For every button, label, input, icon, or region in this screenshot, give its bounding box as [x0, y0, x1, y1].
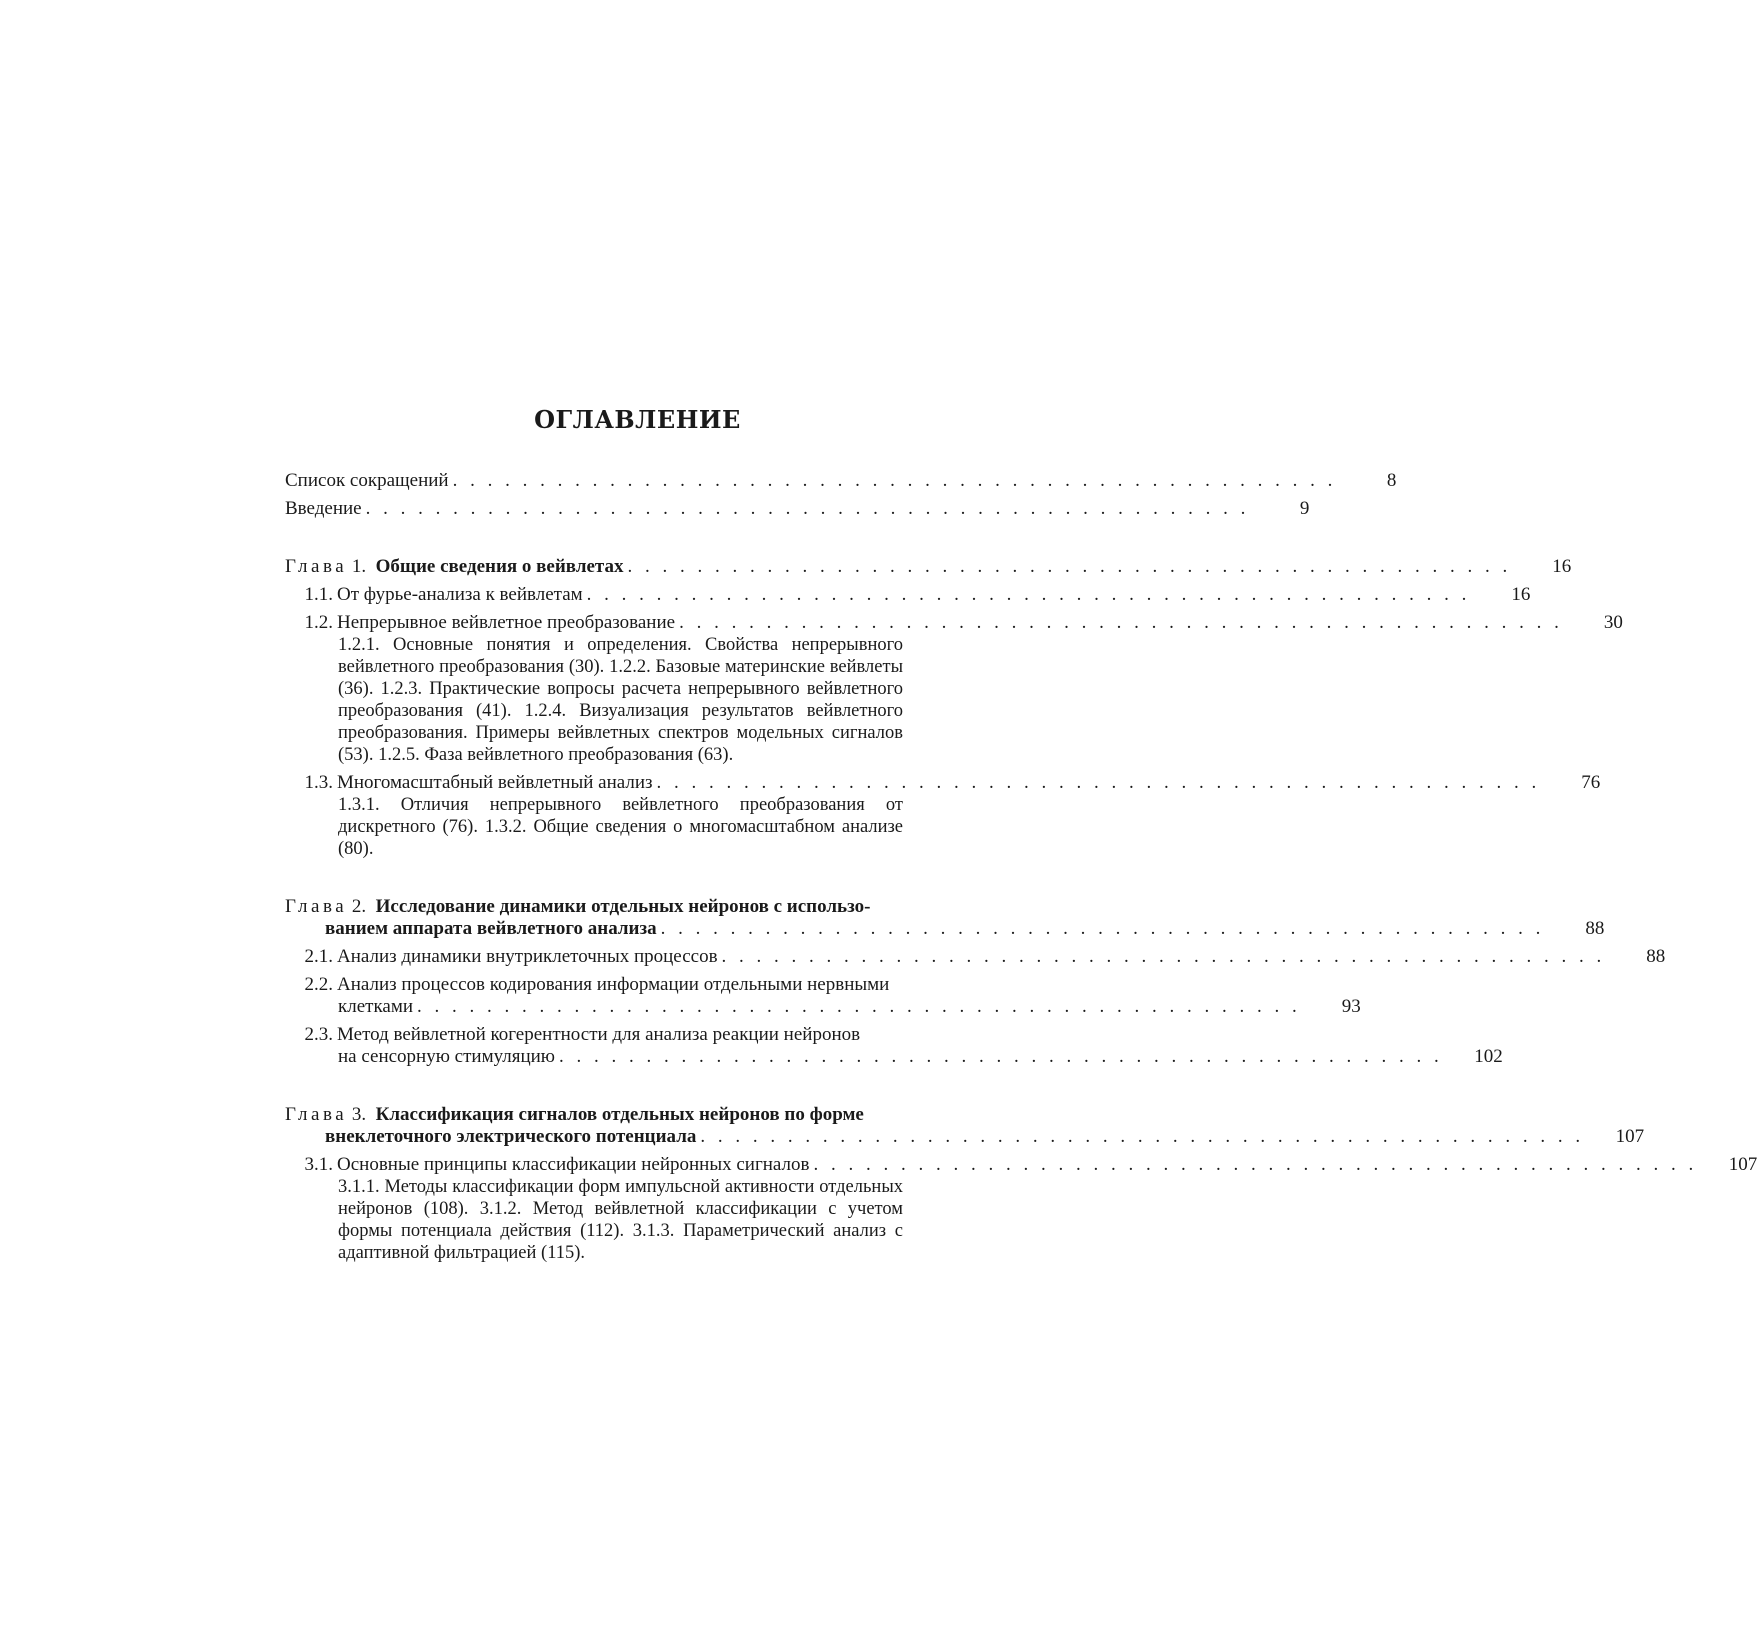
chapter-prefix: Глава [285, 896, 348, 917]
chapter-prefix: Глава [285, 1104, 348, 1125]
chapter-title-cont: внеклеточного электрического потенциала [325, 1126, 697, 1147]
chapter-title: Исследование динамики отдельных нейронов с использо- [375, 896, 871, 917]
toc-entry-page: 8 [1386, 470, 1397, 491]
toc-entry-page: 30 [1603, 612, 1623, 633]
toc-entry-page: 88 [1585, 918, 1605, 939]
chapter-prefix: Глава [285, 556, 348, 577]
section-title: От фурье-анализа к вейвлетам [337, 584, 583, 605]
section-title: Многомасштабный вейвлетный анализ [337, 772, 653, 793]
subsection-details: 3.1.1. Методы классификации форм импульсной активности отдельных нейронов (108). 3.1.2. Метод вейвлетной классификации с учетом формы потенциала действия (112). 3.1.3. Параметрический анализ с адаптивной фильтрацией (115). [338, 1177, 903, 1263]
toc-entry-page: 9 [1299, 498, 1310, 519]
toc-entry-introduction[interactable] [285, 498, 1310, 520]
section-title: Непрерывное вейвлетное преобразование [337, 612, 676, 633]
chapter-title: Общие сведения о вейвлетах [375, 556, 624, 577]
leader-dots: . . . . . . . . . . . . . . . . . . . . . . . . . . . . . . . . . . . . . . . . . . . . . . . . . . . [627, 556, 1512, 577]
toc-entry-label: Список сокращений [285, 470, 449, 491]
toc-entry-page: 107 [1728, 1154, 1757, 1175]
section-title-cont: клетками [338, 996, 414, 1017]
leader-dots: . . . . . . . . . . . . . . . . . . . . . . . . . . . . . . . . . . . . . . . . . . . . . . . . . . . [559, 1046, 1443, 1067]
chapter-number: 3. [351, 1104, 367, 1125]
chapter-title-cont: ванием аппарата вейвлетного анализа [325, 918, 657, 939]
leader-dots: . . . . . . . . . . . . . . . . . . . . . . . . . . . . . . . . . . . . . . . . . . . . . . . . . . . [660, 918, 1545, 939]
toc-entry-page: 102 [1474, 1046, 1503, 1067]
toc-entry-abbreviations[interactable] [285, 470, 1397, 492]
section-number: 2.3. [304, 1024, 333, 1045]
chapter-number: 1. [351, 556, 367, 577]
toc-entry-label: Введение [285, 498, 362, 519]
leader-dots: . . . . . . . . . . . . . . . . . . . . . . . . . . . . . . . . . . . . . . . . . . . . . . . . . . . [700, 1126, 1585, 1147]
toc-entry-page: 16 [1511, 584, 1531, 605]
page-title: ОГЛАВЛЕНИЕ [534, 405, 741, 434]
section-title: Метод вейвлетной когерентности для анализа реакции нейронов [337, 1024, 861, 1045]
leader-dots: . . . . . . . . . . . . . . . . . . . . . . . . . . . . . . . . . . . . . . . . . . . . . . . . . . . [721, 946, 1606, 967]
section-title: Основные принципы классификации нейронных сигналов [337, 1154, 810, 1175]
toc-entry-page: 16 [1552, 556, 1572, 577]
subsection-details: 1.3.1. Отличия непрерывного вейвлетного преобразования от дискретного (76). 1.3.2. Общие сведения о многомасштабном анализе (80). [338, 795, 903, 859]
chapter-title: Классификация сигналов отдельных нейронов по форме [375, 1104, 864, 1125]
subsection-details: 1.2.1. Основные понятия и определения. Свойства непрерывного вейвлетного преобразования (30). 1.2.2. Базовые материнские вейвлеты (36). 1.2.3. Практические вопросы расчета непрерывного вейвлетного преобразования (41). 1.2.4. Визуализация результатов вейвлетного преобразования. Примеры вейвлетных спектров модельных сигналов (53). 1.2.5. Фаза вейвлетного преобразования (63). [338, 635, 903, 765]
leader-dots: . . . . . . . . . . . . . . . . . . . . . . . . . . . . . . . . . . . . . . . . . . . . . . . . . . . [813, 1154, 1698, 1175]
section-title: Анализ динамики внутриклеточных процессов [337, 946, 718, 967]
toc-chapter-3[interactable] [285, 1104, 1645, 1148]
section-number: 2.2. [304, 974, 333, 995]
leader-dots: . . . . . . . . . . . . . . . . . . . . . . . . . . . . . . . . . . . . . . . . . . . . . . . . . . . [417, 996, 1301, 1017]
chapter-number: 2. [351, 896, 367, 917]
section-number: 2.1. [304, 946, 333, 967]
section-number: 1.3. [304, 772, 333, 793]
toc-section-1-1[interactable] [285, 584, 1531, 606]
toc-entry-page: 88 [1646, 946, 1666, 967]
section-title-cont: на сенсорную стимуляцию [338, 1046, 556, 1067]
toc-entry-page: 107 [1615, 1126, 1645, 1147]
section-title: Анализ процессов кодирования информации отдельными нервными [337, 974, 890, 995]
leader-dots: . . . . . . . . . . . . . . . . . . . . . . . . . . . . . . . . . . . . . . . . . . . . . . . . . . . [586, 584, 1471, 605]
toc-entry-page: 76 [1581, 772, 1601, 793]
toc-entry-page: 93 [1341, 996, 1361, 1017]
toc-section-2-1[interactable] [285, 946, 1666, 968]
leader-dots: . . . . . . . . . . . . . . . . . . . . . . . . . . . . . . . . . . . . . . . . . . . . . . . . . . . [656, 772, 1541, 793]
leader-dots: . . . . . . . . . . . . . . . . . . . . . . . . . . . . . . . . . . . . . . . . . . . . . . . . . . . [679, 612, 1563, 633]
leader-dots: . . . . . . . . . . . . . . . . . . . . . . . . . . . . . . . . . . . . . . . . . . . . . . . . . . . [452, 470, 1337, 491]
toc-section-2-3[interactable] [285, 1024, 1503, 1068]
toc-section-1-3[interactable] [285, 772, 1601, 794]
table-of-contents [285, 470, 1757, 1264]
toc-chapter-1[interactable] [285, 556, 1572, 578]
toc-section-1-2[interactable] [285, 612, 1623, 634]
section-number: 1.2. [304, 612, 333, 633]
leader-dots: . . . . . . . . . . . . . . . . . . . . . . . . . . . . . . . . . . . . . . . . . . . . . . . . . . . [365, 498, 1250, 519]
toc-section-2-2[interactable] [285, 974, 1361, 1018]
section-number: 1.1. [304, 584, 333, 605]
toc-section-3-1[interactable] [285, 1154, 1757, 1176]
section-number: 3.1. [304, 1154, 333, 1175]
toc-chapter-2[interactable] [285, 896, 1605, 940]
